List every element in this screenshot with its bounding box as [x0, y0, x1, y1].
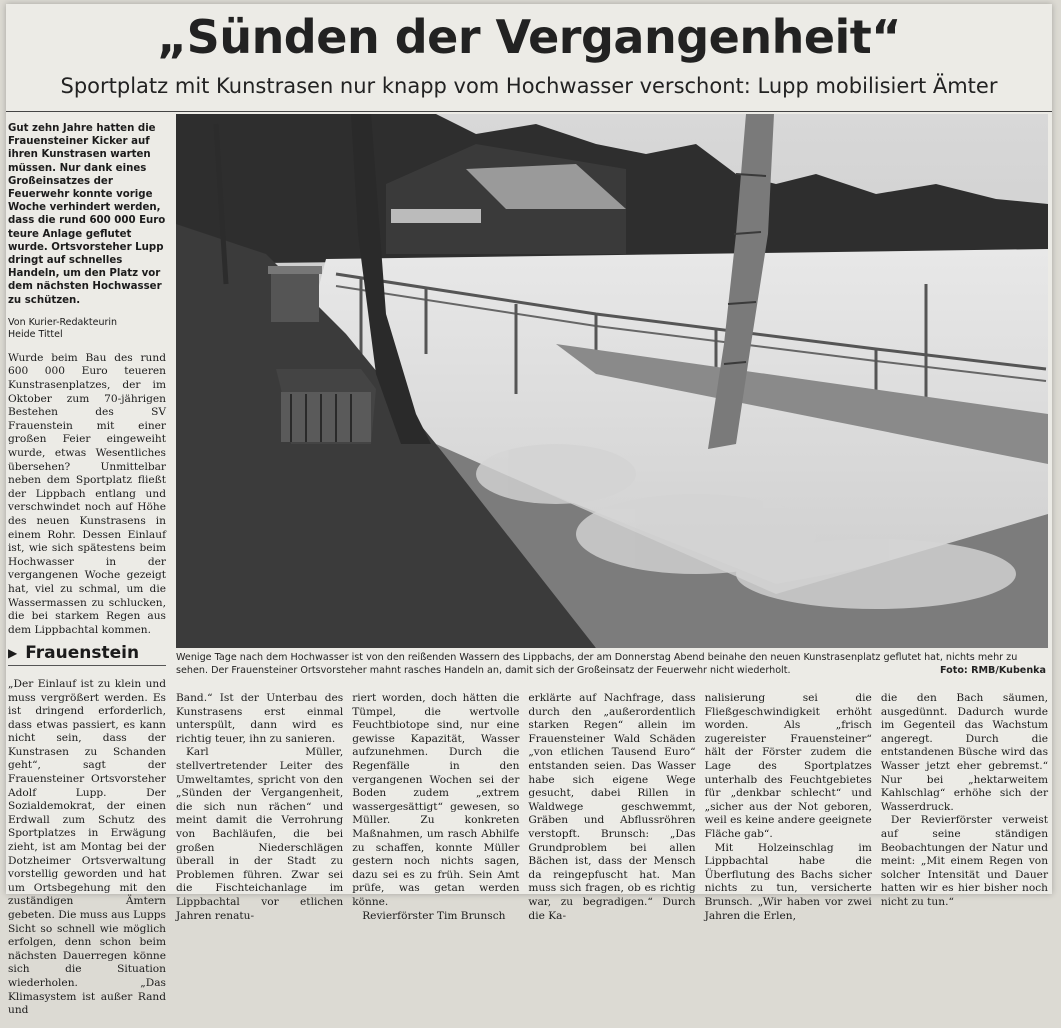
section-heading-text: Frauenstein [25, 643, 140, 664]
author-line-2: Heide Tittel [8, 329, 63, 341]
landscape-photo-icon [176, 114, 1048, 648]
column-3 [528, 692, 696, 922]
divider [6, 111, 1052, 112]
triangle-arrow-icon: ▶ [8, 646, 18, 661]
lead-paragraph: Gut zehn Jahre hatten die Frauensteiner Kicker auf ihren Kunstrasen warten müssen. Nur dank eines Großeinsatzes der Feuerwehr konnte vorige Woche verhindert werden, dass die rund 600 000 Euro teure Anlage geflutet wurde. Ortsvorsteher Lupp dringt auf schnelles Handeln, um den Platz vor dem nächsten Hochwasser zu schützen. [8, 123, 166, 306]
author-line-1: Von Kurier-Redakteurin [8, 316, 118, 328]
photo-credit: Foto: RMB/Kubenka [939, 665, 1046, 676]
column-3-paragraph-1: erklärte auf Nachfrage, dass durch den „außerordentlich starken Regen“ allein im Frauensteiner Wald Schäden „von etlichen Tausend Euro“ entstanden seien. Das Wasser habe sich eigene Wege gesucht, dabei Rillen in Waldwege geschwemmt, Gräben und Abflussröhren verstopft. Brunsch: „Das Grundproblem bei allen Bächen ist, dass der Mensch da reingepfuscht hat. Man muss sich fragen, ob es richtig war, zu begradigen.“ Durch die Ka- [528, 692, 696, 922]
body-paragraph-2: „Der Einlauf ist zu klein und muss vergrößert werden. Es ist dringend erforderlich, dass etwas passiert, es kann nicht sein, dass der Kunstrasen zu Schanden geht“, sagt der Frauensteiner Ortsvorsteher Adolf Lupp. Der Sozialdemokrat, der einen Erdwall zum Schutz des Sportplatzes in Erwägung zieht, ist am Montag bei der Dotzheimer Ortsverwaltung vorstellig geworden und hat um Ortsbegehung mit den zuständigen Ämtern gebeten. Die muss aus Lupps Sicht so schnell wie möglich erfolgen, denn schon beim nächsten Dauerregen könne sich die Situation wiederholen. „Das Klimasystem ist außer Rand und [8, 677, 166, 1017]
author-byline [8, 317, 166, 342]
column-4-paragraph-2: Mit Holzeinschlag im Lippbachtal habe die Überflutung des Bachs sicher nichts zu tun, versicherte Brunsch. „Wir haben vor zwei Jahren die Erlen, [704, 841, 872, 922]
section-heading [8, 643, 166, 666]
left-column [8, 122, 166, 1028]
article-photo [176, 114, 1048, 648]
caption-text: Wenige Tage nach dem Hochwasser ist von den reißenden Wassern des Lippbachs, der am Donnerstag Abend beinahe den neuen Kunstrasenplatz geflutet hat, nichts mehr zu sehen. Der Frauensteiner Ortsvorsteher mahnt rasches Handeln an, damit sich der Großeinsatz der Feuerwehr nicht wiederholt. [176, 652, 1018, 676]
body-columns [176, 692, 1049, 922]
column-5 [880, 692, 1049, 908]
column-2-paragraph-1: riert worden, doch hätten die Tümpel, die wertvolle Feuchtbiotope sind, nur eine gewisse Kapazität, Wasser aufzunehmen. Durch die Regenfälle in den vergangenen Wochen sei der Boden zudem „extrem wassergesättigt“ gewesen, so Müller. Zu konkreten Maßnahmen, um rasch Abhilfe zu schaffen, konnte Müller gestern noch nichts sagen, dazu sei es zu früh. Sein Amt prüfe, was getan werden könne. [352, 692, 520, 908]
column-4 [704, 692, 872, 922]
column-5-paragraph-2: Der Revierförster verweist auf seine ständigen Beobachtungen der Natur und meint: „Mit einem Regen von solcher Intensität und Dauer hatten wir es hier bisher noch nicht zu tun.“ [880, 814, 1049, 908]
body-paragraph-1: Wurde beim Bau des rund 600 000 Euro teueren Kunstrasenplatzes, der im Oktober zum 70-jährigen Bestehen des SV Frauenstein mit einer großen Feier eingeweiht wurde, etwas Wesentliches übersehen? Unmittelbar neben dem Sportplatz fließt der Lippbach entlang und verschwindet noch auf Höhe des neuen Kunstrasens in einem Rohr. Dessen Einlauf ist, wie sich spätestens beim Hochwasser in der vergangenen Woche gezeigt hat, viel zu schmal, um die Wassermassen zu schlucken, die bei starkem Regen aus dem Lippbachtal kommen. [8, 351, 166, 636]
column-1 [176, 692, 344, 922]
column-1-paragraph-2: Karl Müller, stellvertretender Leiter des Umweltamtes, spricht von den „Sünden der Vergangenheit, die sich nun rächen“ und meint damit die Verrohrung von Bachläufen, die bei großen Niederschlägen überall in der Stadt zu Problemen führen. Zwar sei die Fischteichanlage im Lippbachtal vor etlichen Jahren renatu- [176, 746, 344, 922]
column-1-paragraph-1: Band.“ Ist der Unterbau des Kunstrasens erst einmal unterspült, dann wird es richtig teuer, ihn zu sanieren. [176, 692, 344, 745]
headline: „Sünden der Vergangenheit“ [156, 10, 902, 64]
column-4-paragraph-1: nalisierung sei die Fließgeschwindigkeit erhöht worden. Als „frisch zugereister Frauensteiner“ hält der Förster zudem die Lage des Sportplatzes unterhalb des Feuchtgebietes für „denkbar schlecht“ und „sicher aus der Not geboren, weil es keine andere geeignete Fläche gab“. [704, 692, 872, 840]
subheadline: Sportplatz mit Kunstrasen nur knapp vom Hochwasser verschont: Lupp mobilisiert Ämter [60, 74, 998, 98]
newspaper-page [6, 4, 1052, 1017]
column-5-paragraph-1: die den Bach säumen, ausgedünnt. Dadurch wurde im Gegenteil das Wachstum angeregt. Durch die entstandenen Büsche wird das Wasser jetzt eher gebremst.“ Nur bei „hektarweitem Kahlschlag“ erhöhe sich der Wasserdruck. [880, 692, 1049, 813]
photo-caption [176, 651, 1048, 677]
column-2 [352, 692, 520, 922]
column-2-paragraph-2: Revierförster Tim Brunsch [362, 909, 506, 922]
